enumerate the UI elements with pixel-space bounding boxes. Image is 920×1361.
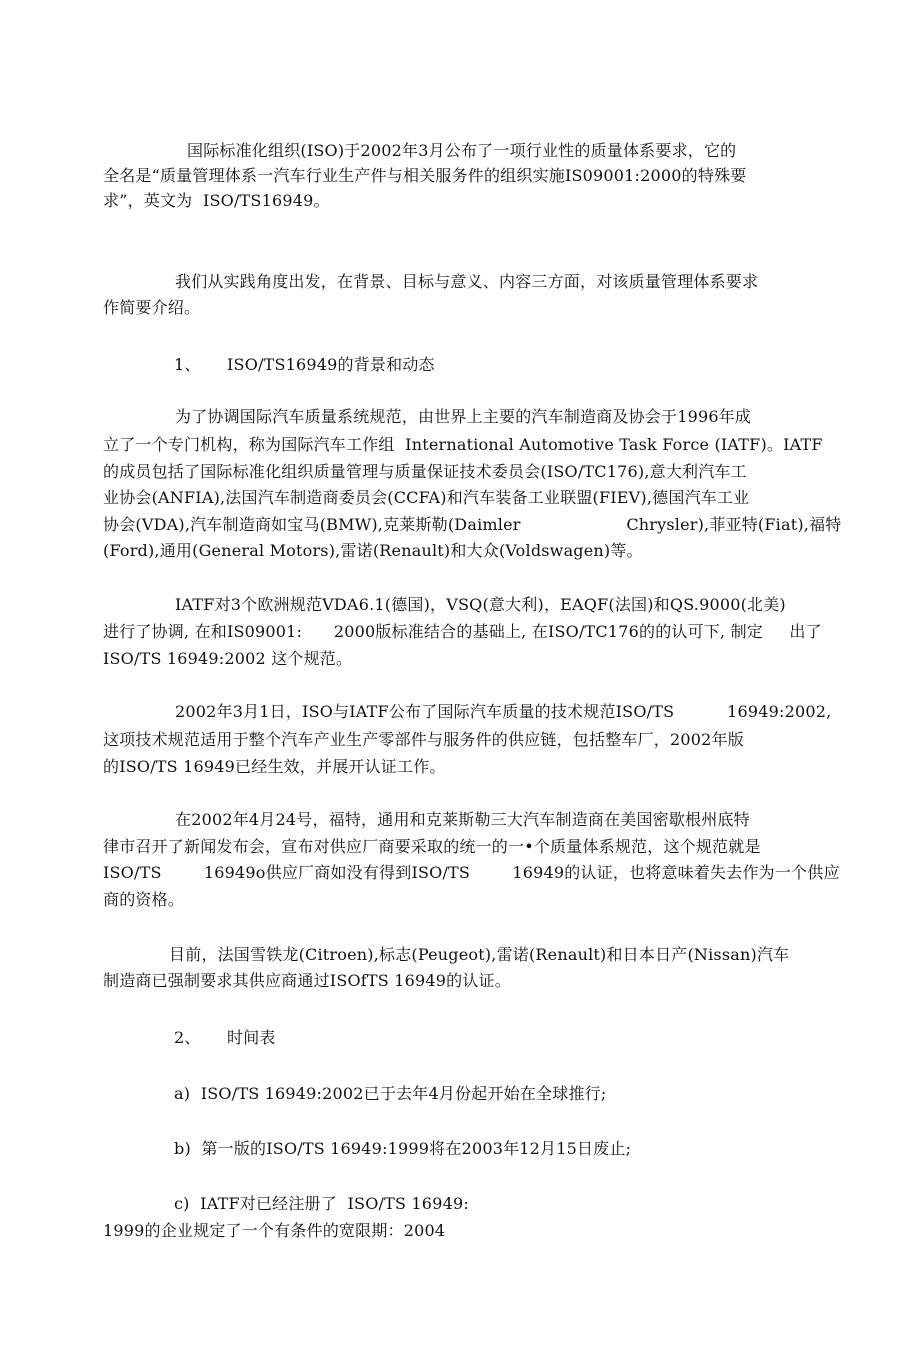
list-item-a: a) ISO/TS 16949:2002已于去年4月份起开始在全球推行; (174, 1084, 607, 1103)
paragraph-iatf-line: 业协会(ANFIA),法国汽车制造商委员会(CCFA)和汽车装备工业联盟(FIEV),德国汽车工业 (103, 488, 750, 507)
paragraph-iatf-line: (Ford),通用(General Motors),雷诺(Renault)和大众(Voldswagen)等。 (103, 541, 643, 560)
paragraph-coordination-line: IATF对3个欧洲规范VDA6.1(德国)，VSQ(意大利)，EAQF(法国)和QS.9000(北美) (175, 595, 786, 614)
paragraph-european-makers-line: 制造商已强制要求其供应商通过ISOfTS 16949的认证。 (103, 971, 511, 990)
section-heading-2: 2、 时间表 (174, 1028, 276, 1047)
paragraph-approach-line: 作简要介绍。 (103, 298, 201, 317)
paragraph-publication-line: 2002年3月1日，ISO与IATF公布了国际汽车质量的技术规范ISO/TS 16949:2002, (175, 702, 832, 721)
paragraph-press-conference-line: ISO/TS 16949o供应厂商如没有得到ISO/TS 16949的认证，也将意味着失去作为一个供应 (103, 863, 840, 882)
paragraph-press-conference-line: 在2002年4月24号，福特，通用和克莱斯勒三大汽车制造商在美国密歇根州底特 (175, 810, 750, 829)
paragraph-iatf-line: 为了协调国际汽车质量系统规范，由世界上主要的汽车制造商及协会于1996年成 (175, 407, 752, 426)
paragraph-iatf-line: 立了一个专门机构，称为国际汽车工作组 International Automotive Task Force (IATF)。IATF (103, 435, 823, 454)
section-heading-1: 1、 ISO/TS16949的背景和动态 (174, 355, 435, 374)
paragraph-intro-line: 全名是“质量管理体系一汽车行业生产件与相关服务件的组织实施IS09001:2000的特殊要 (103, 166, 747, 185)
paragraph-coordination-line: ISO/TS 16949:2002 这个规范。 (103, 649, 353, 668)
list-item-c-line: 1999的企业规定了一个有条件的宽限期：2004 (103, 1221, 446, 1240)
paragraph-iatf-line: 协会(VDA),汽车制造商如宝马(BMW),克莱斯勒(Daimler Chrysler),菲亚特(Fiat),福特 (103, 515, 842, 534)
paragraph-intro-line: 国际标准化组织(ISO)于2002年3月公布了一项行业性的质量体系要求，它的 (187, 141, 737, 160)
list-item-c-line: c) IATF对已经注册了 ISO/TS 16949: (174, 1194, 469, 1213)
paragraph-press-conference-line: 律市召开了新闻发布会，宣布对供应厂商要采取的统一的一•个质量体系规范，这个规范就是 (103, 837, 761, 856)
paragraph-publication-line: 的ISO/TS 16949已经生效，并展开认证工作。 (103, 757, 446, 776)
paragraph-publication-line: 这项技术规范适用于整个汽车产业生产零部件与服务件的供应链，包括整车厂，2002年版 (103, 730, 744, 749)
paragraph-press-conference-line: 商的资格。 (103, 890, 185, 909)
paragraph-approach-line: 我们从实践角度出发，在背景、目标与意义、内容三方面，对该质量管理体系要求 (175, 272, 759, 291)
list-item-b: b) 第一版的ISO/TS 16949:1999将在2003年12月15日废止; (174, 1139, 632, 1158)
paragraph-intro-line: 求”，英文为 ISO/TS16949。 (103, 191, 330, 210)
paragraph-iatf-line: 的成员包括了国际标准化组织质量管理与质量保证技术委员会(ISO/TC176),意大利汽车工 (103, 462, 747, 481)
paragraph-european-makers-line: 目前，法国雪铁龙(Citroen),标志(Peugeot),雷诺(Renault)和日本日产(Nissan)汽车 (169, 945, 790, 964)
paragraph-coordination-line: 进行了协调, 在和IS09001: 2000版标准结合的基础上, 在ISO/TC176的的认可下, 制定 出了 (103, 622, 822, 641)
